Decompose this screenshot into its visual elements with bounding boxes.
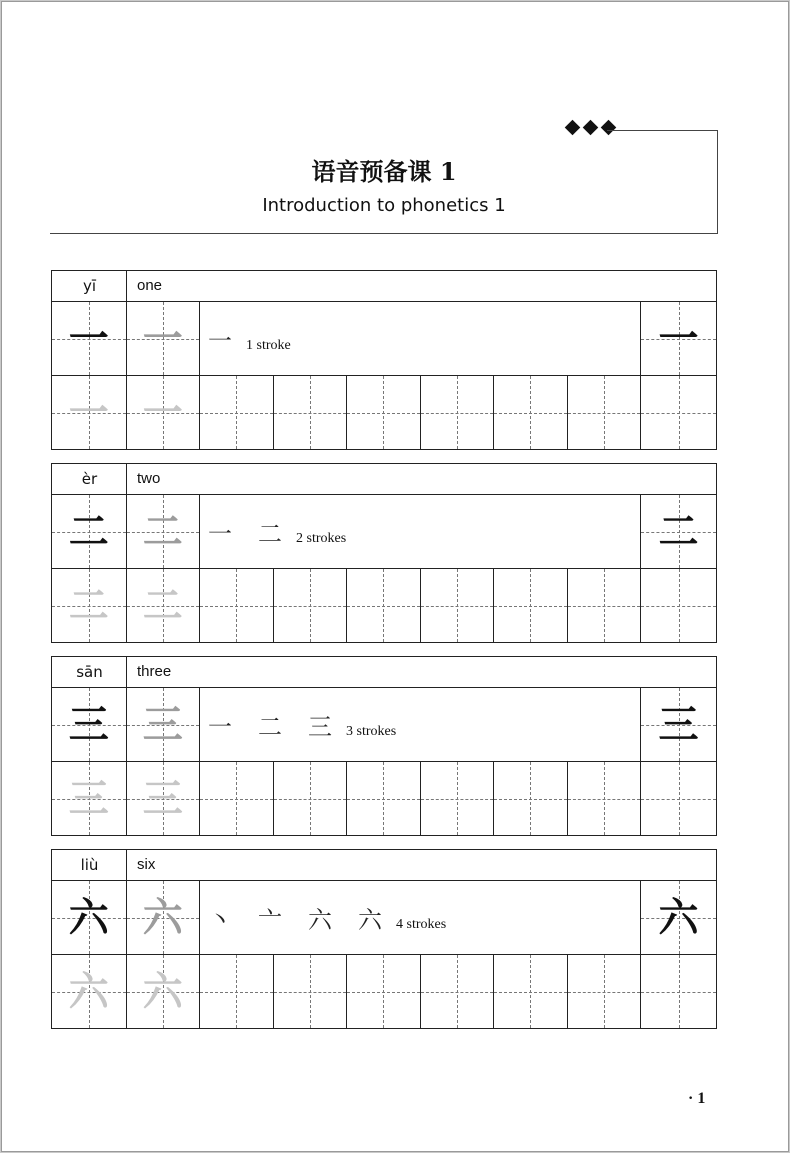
stroke-count-label: 2 strokes	[296, 530, 347, 546]
grid-guide-vertical	[236, 762, 237, 835]
stroke-count-label: 3 strokes	[346, 723, 397, 739]
trace-cell[interactable]	[52, 375, 126, 449]
grid-guide-vertical	[604, 569, 605, 642]
trace-cell[interactable]	[52, 568, 126, 642]
grid-guide-vertical	[383, 762, 384, 835]
model-character: 六	[658, 893, 699, 941]
pinyin-label: èr	[81, 470, 98, 488]
practice-cell[interactable]	[493, 568, 567, 642]
model-character-shaded: 三	[142, 700, 183, 748]
model-character: 二	[68, 507, 109, 555]
stroke-order-sequence	[208, 302, 632, 375]
character-block	[51, 849, 717, 1029]
stroke-order-panel	[199, 494, 640, 568]
grid-guide-vertical	[679, 955, 680, 1028]
practice-cell[interactable]	[493, 375, 567, 449]
grid-guide-vertical	[457, 762, 458, 835]
stroke-order-panel	[199, 687, 640, 761]
practice-cell[interactable]	[346, 375, 420, 449]
model-character-shaded: 二	[142, 507, 183, 555]
model-character-shaded: 一	[142, 314, 183, 362]
pinyin-label: sān	[76, 663, 103, 681]
grid-guide-vertical	[530, 376, 531, 449]
stroke-step: 二	[258, 520, 282, 548]
model-character: 一	[68, 314, 109, 362]
trace-character: 三	[68, 774, 109, 822]
grid-guide-vertical	[530, 569, 531, 642]
model-character-cell	[640, 494, 716, 568]
stroke-step: 丶	[208, 906, 232, 934]
lesson-title-english: Introduction to phonetics 1	[262, 195, 506, 216]
grid-guide-vertical	[310, 762, 311, 835]
practice-cell[interactable]	[346, 761, 420, 835]
grid-guide-vertical	[236, 376, 237, 449]
practice-cell[interactable]	[273, 375, 347, 449]
model-character-cell	[126, 880, 200, 954]
practice-cell[interactable]	[273, 568, 347, 642]
grid-guide-vertical	[383, 376, 384, 449]
practice-cell[interactable]	[493, 954, 567, 1028]
practice-cell[interactable]	[346, 954, 420, 1028]
trace-cell[interactable]	[126, 375, 200, 449]
header-divider	[126, 657, 127, 687]
stroke-order-panel	[199, 301, 640, 375]
practice-cell[interactable]	[640, 761, 716, 835]
stroke-step: 三	[308, 713, 332, 741]
model-character-shaded: 六	[142, 893, 183, 941]
grid-guide-vertical	[604, 762, 605, 835]
practice-cell[interactable]	[567, 761, 641, 835]
character-block	[51, 270, 717, 450]
practice-cell[interactable]	[420, 568, 494, 642]
stroke-order-sequence	[208, 495, 632, 568]
grid-guide-vertical	[457, 376, 458, 449]
grid-guide-vertical	[530, 955, 531, 1028]
model-character: 三	[658, 700, 699, 748]
practice-cell[interactable]	[640, 568, 716, 642]
trace-character: 二	[68, 581, 109, 629]
stroke-step: 二	[258, 713, 282, 741]
model-character-cell	[640, 687, 716, 761]
model-character: 一	[658, 314, 699, 362]
grid-guide-vertical	[679, 569, 680, 642]
practice-cell[interactable]	[199, 761, 273, 835]
practice-cell[interactable]	[640, 375, 716, 449]
trace-character: 六	[142, 967, 183, 1015]
model-character-cell	[640, 880, 716, 954]
grid-guide-vertical	[383, 955, 384, 1028]
trace-cell[interactable]	[126, 761, 200, 835]
lesson-title-chinese: 语音预备课 1	[311, 157, 457, 186]
stroke-step: 一	[208, 520, 232, 548]
grid-guide-vertical	[530, 762, 531, 835]
model-character-cell	[126, 301, 200, 375]
meaning-label: three	[137, 663, 172, 680]
meaning-label: six	[137, 856, 156, 873]
header-divider	[126, 850, 127, 880]
pinyin-label: liù	[80, 856, 99, 874]
stroke-count-label: 1 stroke	[246, 337, 291, 353]
trace-character: 一	[142, 388, 183, 436]
trace-cell[interactable]	[126, 568, 200, 642]
grid-guide-vertical	[604, 955, 605, 1028]
practice-cell[interactable]	[273, 954, 347, 1028]
model-character: 三	[68, 700, 109, 748]
practice-cell[interactable]	[420, 954, 494, 1028]
practice-cell[interactable]	[346, 568, 420, 642]
practice-cell[interactable]	[199, 375, 273, 449]
practice-cell[interactable]	[567, 568, 641, 642]
meaning-label: two	[137, 470, 161, 487]
stroke-order-panel	[199, 880, 640, 954]
trace-character: 二	[142, 581, 183, 629]
stroke-step: 六	[358, 906, 382, 934]
workbook-page	[1, 1, 789, 1152]
pinyin-label: yī	[82, 277, 97, 295]
practice-cell[interactable]	[567, 954, 641, 1028]
model-character-cell	[126, 687, 200, 761]
stroke-step: 六	[308, 906, 332, 934]
grid-guide-vertical	[310, 569, 311, 642]
grid-guide-vertical	[310, 955, 311, 1028]
model-character-cell	[52, 880, 126, 954]
trace-cell[interactable]	[52, 761, 126, 835]
grid-guide-vertical	[679, 762, 680, 835]
stroke-step: 一	[208, 713, 232, 741]
model-character: 二	[658, 507, 699, 555]
character-block	[51, 463, 717, 643]
model-character: 六	[68, 893, 109, 941]
practice-cell[interactable]	[199, 568, 273, 642]
trace-cell[interactable]	[52, 954, 126, 1028]
stroke-step: 一	[208, 327, 232, 355]
grid-guide-vertical	[383, 569, 384, 642]
stroke-order-sequence	[208, 688, 632, 761]
model-character-cell	[126, 494, 200, 568]
grid-guide-vertical	[457, 569, 458, 642]
stroke-step: 亠	[258, 906, 282, 934]
model-character-cell	[52, 687, 126, 761]
grid-guide-vertical	[604, 376, 605, 449]
practice-cell[interactable]	[493, 761, 567, 835]
practice-cell[interactable]	[420, 761, 494, 835]
model-character-cell	[52, 494, 126, 568]
stroke-order-sequence	[208, 881, 632, 954]
grid-guide-vertical	[310, 376, 311, 449]
grid-guide-vertical	[457, 955, 458, 1028]
header-divider	[126, 464, 127, 494]
grid-guide-vertical	[679, 376, 680, 449]
trace-character: 三	[142, 774, 183, 822]
model-character-cell	[640, 301, 716, 375]
character-block	[51, 656, 717, 836]
grid-guide-vertical	[236, 569, 237, 642]
practice-cell[interactable]	[567, 375, 641, 449]
stroke-count-label: 4 strokes	[396, 916, 447, 932]
practice-cell[interactable]	[420, 375, 494, 449]
practice-cell[interactable]	[199, 954, 273, 1028]
practice-cell[interactable]	[640, 954, 716, 1028]
page-number: · 1	[688, 1090, 706, 1107]
trace-character: 一	[68, 388, 109, 436]
grid-guide-vertical	[236, 955, 237, 1028]
practice-cell[interactable]	[273, 761, 347, 835]
trace-cell[interactable]	[126, 954, 200, 1028]
trace-character: 六	[68, 967, 109, 1015]
header-divider	[126, 271, 127, 301]
model-character-cell	[52, 301, 126, 375]
meaning-label: one	[137, 277, 163, 294]
